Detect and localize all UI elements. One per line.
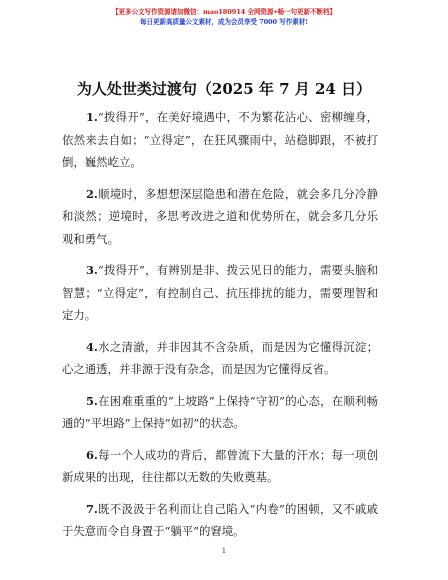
paragraph-text: “拨得开”，有辨别是非、拨云见日的能力，需要头脑和智慧；“立得定”，有控制自己、抗压排扰的能力，需要理智和定力。 <box>62 263 378 322</box>
page-number: 1 <box>221 547 227 555</box>
promo-banner-line2: 每日更新高质量公文素材，成为会员享受 7000 写作素材! <box>140 18 308 26</box>
document-body <box>62 106 378 552</box>
paragraph-text: “拨得开”，在美好境遇中，不为繁花沾心、密柳缠身，依然来去自如；“立得定”，在狂风骤雨中，站稳脚跟，不被打倒，巍然屹立。 <box>62 110 378 169</box>
paragraph-text: 每一个人成功的背后，都曾流下大量的汗水；每一项创新成果的出现，往往都以无数的失败奠基。 <box>62 447 378 484</box>
paragraph-3 <box>62 259 378 327</box>
paragraph-5 <box>62 390 378 435</box>
paragraph-number: 7. <box>86 501 98 516</box>
paragraph-number: 2. <box>86 186 98 201</box>
paragraph-2 <box>62 183 378 251</box>
paragraph-number: 4. <box>86 339 98 354</box>
paragraph-1 <box>62 106 378 174</box>
document-title: 为人处世类过渡句（2025 年 7 月 24 日） <box>76 80 372 98</box>
paragraph-number: 1. <box>86 110 98 124</box>
paragraph-number: 3. <box>86 263 98 277</box>
paragraph-text: 水之清澈，并非因其不含杂质，而是因为它懂得沉淀；心之通透，并非源于没有杂念，而是因为它懂得反省。 <box>62 339 378 376</box>
paragraph-6 <box>62 444 378 489</box>
paragraph-text: 顺境时，多想想深层隐患和潜在危险，就会多几分冷静和淡然；逆境时，多思考改进之道和优势所在，就会多几分乐观和勇气。 <box>62 186 378 246</box>
paragraph-number: 6. <box>86 447 98 462</box>
paragraph-text: 既不汲汲于名利而让自己陷入“内卷”的困顿，又不戚戚于失意而令自身置于“躺平”的窘境。 <box>62 501 378 538</box>
promo-banner-line1: 【更多公文写作资源请加微信：mao180914 全网资源•畅一句更新不断档】 <box>112 8 336 16</box>
paragraph-4 <box>62 336 378 381</box>
paragraph-text: 在困难重重的“上坡路”上保持“守初”的心态，在顺利畅通的“平坦路”上保持“如初”的状态。 <box>62 393 378 430</box>
paragraph-number: 5. <box>86 393 98 408</box>
paragraph-7 <box>62 498 378 543</box>
